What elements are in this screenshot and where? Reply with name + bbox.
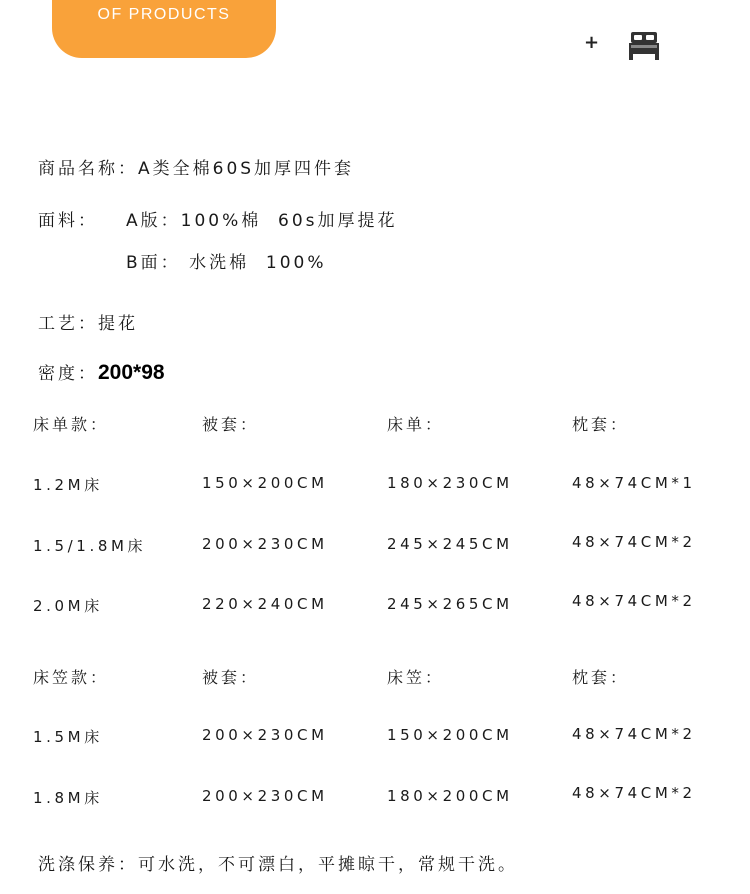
plus-icon: + [584, 32, 600, 53]
fabric-label: 面料： [38, 211, 98, 231]
density-label: 密度： [38, 364, 98, 384]
fabric-b-value: B面： 水洗棉 100% [126, 253, 327, 273]
sheet-header-type: 床单款： [33, 415, 110, 434]
care-text: 可水洗，不可漂白，平摊晾干，常规干洗。 [138, 855, 518, 875]
fitted-header-type: 床笠款： [33, 668, 110, 687]
table-cell: 220×240CM [202, 595, 328, 613]
table-cell: 180×230CM [387, 474, 513, 492]
table-cell: 1.2M床 [33, 476, 103, 494]
table-cell: 200×230CM [202, 787, 328, 805]
table-cell: 48×74CM*2 [572, 784, 696, 802]
table-cell: 1.8M床 [33, 789, 103, 807]
table-cell: 180×200CM [387, 787, 513, 805]
bed-icon [628, 31, 660, 61]
product-name-label: 商品名称： [38, 159, 138, 179]
table-cell: 48×74CM*2 [572, 592, 696, 610]
table-cell: 1.5/1.8M床 [33, 537, 147, 555]
table-cell: 200×230CM [202, 535, 328, 553]
craft-value: 提花 [98, 314, 138, 334]
table-cell: 1.5M床 [33, 728, 103, 746]
product-name-value: A类全棉60S加厚四件套 [138, 159, 355, 179]
craft-label: 工艺： [38, 314, 98, 334]
fitted-header-duvet: 被套： [202, 668, 260, 687]
table-cell: 48×74CM*2 [572, 725, 696, 743]
sheet-header-pillowcase: 枕套： [572, 415, 630, 434]
table-cell: 200×230CM [202, 726, 328, 744]
fabric-row [38, 206, 98, 231]
sheet-header-sheet: 床单： [387, 415, 445, 434]
craft-row [38, 309, 138, 334]
fitted-header-fitted: 床笠： [387, 668, 445, 687]
sheet-header-duvet: 被套： [202, 415, 260, 434]
fabric-a-value: A版：100%棉 60s加厚提花 [126, 211, 398, 231]
table-cell: 150×200CM [387, 726, 513, 744]
table-cell: 150×200CM [202, 474, 328, 492]
brand-badge [52, 0, 276, 58]
table-cell: 48×74CM*1 [572, 474, 696, 492]
table-cell: 48×74CM*2 [572, 533, 696, 551]
table-cell: 2.0M床 [33, 597, 103, 615]
table-cell: 245×245CM [387, 535, 513, 553]
badge-text: OF PRODUCTS [97, 6, 231, 23]
table-cell: 245×265CM [387, 595, 513, 613]
product-name [38, 154, 354, 179]
care-label: 洗涤保养： [38, 855, 138, 875]
density-row [38, 359, 165, 385]
fitted-header-pillowcase: 枕套： [572, 668, 630, 687]
care-instructions [38, 850, 518, 875]
density-value: 200*98 [98, 361, 165, 384]
